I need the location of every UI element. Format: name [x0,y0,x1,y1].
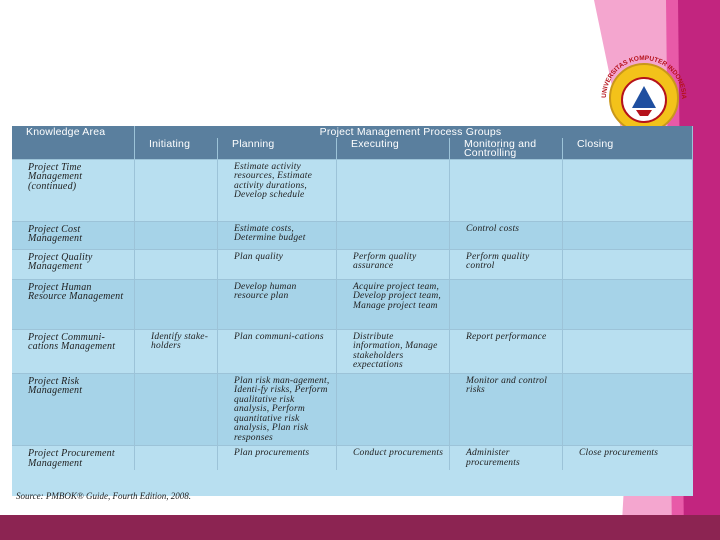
table-row [12,249,693,279]
table-row [12,329,693,373]
row-area: Project Human Resource Management [12,279,135,329]
header-process-groups: Project Management Process Groups [135,126,693,138]
cell [563,249,693,279]
table-row [12,279,693,329]
table-row [12,159,693,221]
cell [563,221,693,249]
cell: Distribute information, Manage stakeholders expectations [337,329,450,373]
logo-text: UNIVERSITAS KOMPUTER INDONESIA [600,54,688,100]
col-monitoring: Monitoring and Controlling [450,138,563,160]
cell: Plan procurements [218,446,337,471]
table-source: Source: PMBOK® Guide, Fourth Edition, 2008. [16,491,191,501]
cell: Estimate activity resources, Estimate activity durations, Develop schedule [218,159,337,221]
cell [337,373,450,446]
row-area: Project Procurement Management [12,446,135,471]
cell [337,159,450,221]
cell: Monitor and control risks [450,373,563,446]
row-area: Project Risk Management [12,373,135,446]
cell [563,279,693,329]
col-planning: Planning [218,138,337,160]
cell [337,221,450,249]
row-area: Project Quality Management [12,249,135,279]
cell: Close procurements [563,446,693,471]
footer-bar [0,515,720,540]
table-row [12,373,693,446]
background-line [549,0,572,120]
col-closing: Closing [563,138,693,160]
row-area: Project Time Management (continued) [12,159,135,221]
cell: Develop human resource plan [218,279,337,329]
table-row [12,446,693,471]
cell [135,159,218,221]
cell: Perform quality assurance [337,249,450,279]
cell: Control costs [450,221,563,249]
cell: Acquire project team, Develop project team, Manage project team [337,279,450,329]
cell [563,329,693,373]
cell: Conduct procurements [337,446,450,471]
cell [563,373,693,446]
cell: Estimate costs, Determine budget [218,221,337,249]
header-knowledge-area: Knowledge Area [12,126,135,159]
cell: Administer procurements [450,446,563,471]
cell: Plan risk man-agement, Identi-fy risks, Perform qualitative risk analysis, Perform quantitative risk analysis, Plan risk responses [218,373,337,446]
cell [135,446,218,471]
cell: Identify stake-holders [135,329,218,373]
cell [135,279,218,329]
cell: Plan communi-cations [218,329,337,373]
cell [563,159,693,221]
col-initiating: Initiating [135,138,218,160]
col-executing: Executing [337,138,450,160]
table-row [12,221,693,249]
row-area: Project Communi-cations Management [12,329,135,373]
university-logo [596,52,692,132]
cell [135,373,218,446]
process-groups-table [12,126,693,496]
cell: Report performance [450,329,563,373]
cell [450,159,563,221]
cell [450,279,563,329]
cell [135,221,218,249]
cell: Plan quality [218,249,337,279]
row-area: Project Cost Management [12,221,135,249]
cell: Perform quality control [450,249,563,279]
cell [135,249,218,279]
